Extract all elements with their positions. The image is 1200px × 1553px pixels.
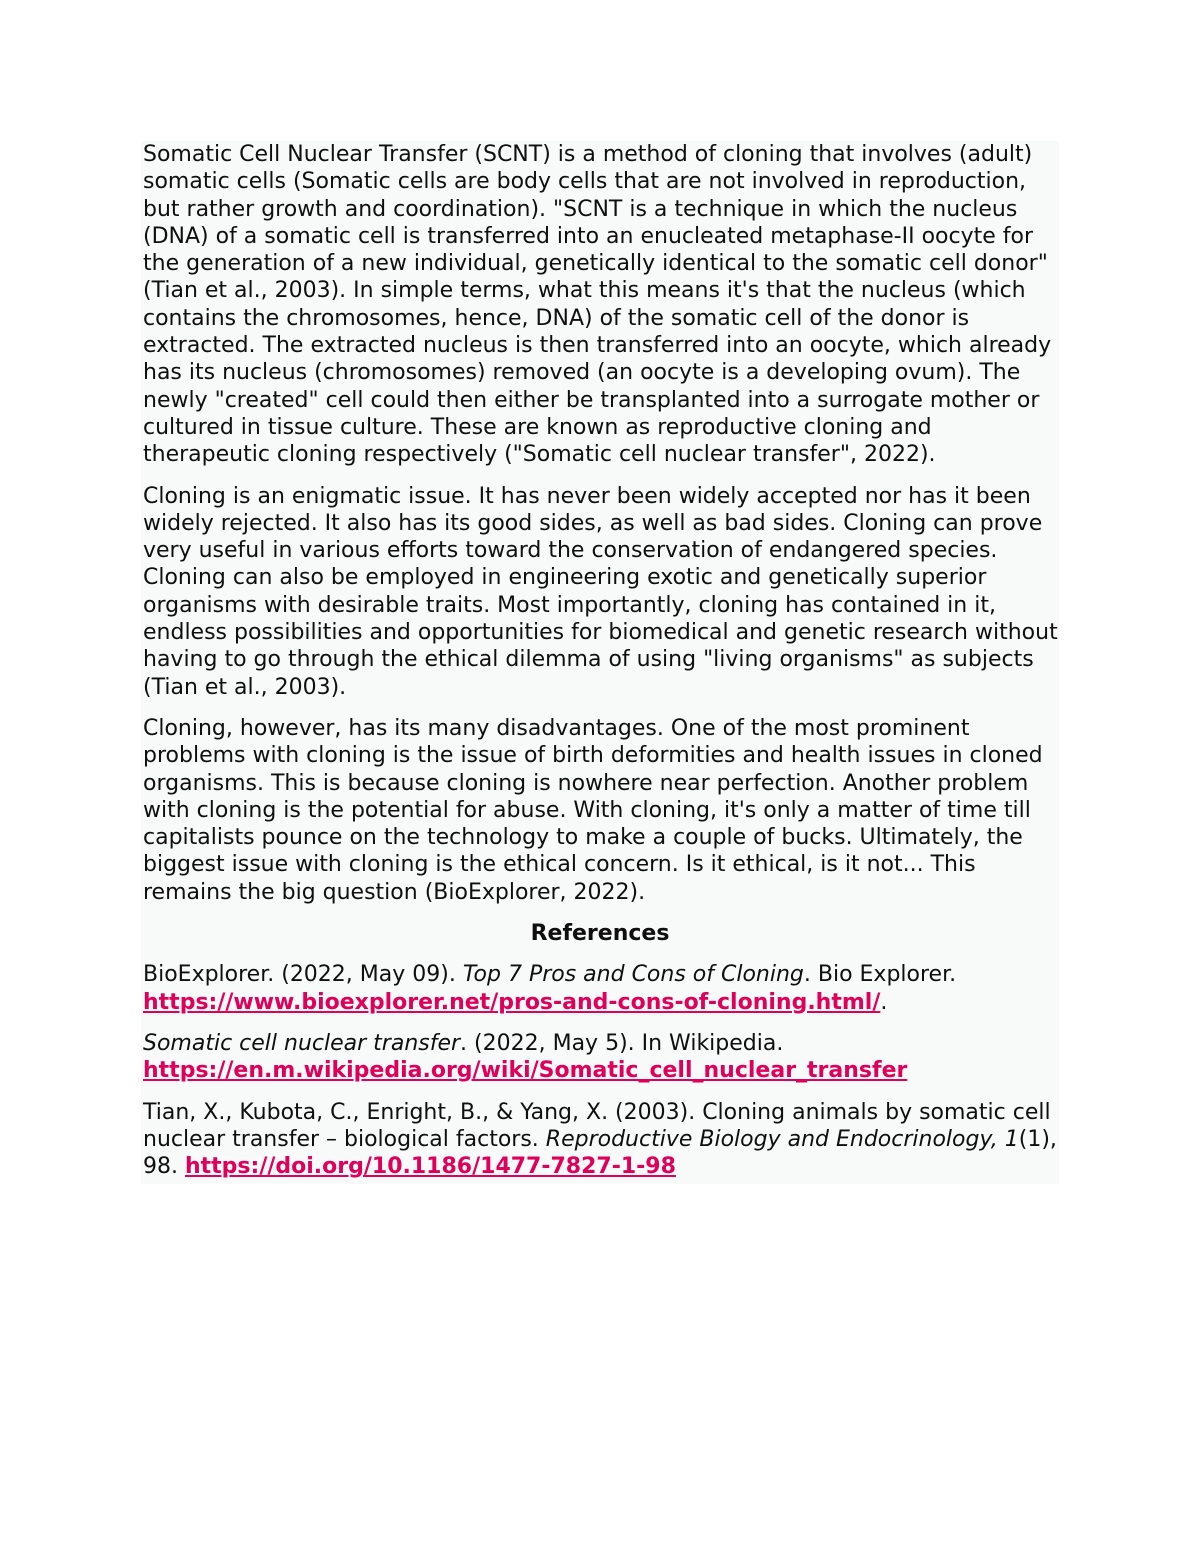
reference-source: . (2022, May 5). In Wikipedia.	[460, 1030, 784, 1056]
reference-title: Somatic cell nuclear transfer	[143, 1030, 461, 1056]
reference-title: Top 7 Pros and Cons of Cloning	[462, 962, 804, 988]
reference-journal: Reproductive Biology and Endocrinology, 1	[545, 1126, 1019, 1152]
paragraph-cloning-disadvantages: Cloning, however, has its many disadvantages. One of the most prominent problems with cloning is the issue of birth deformities and health issues in cloned organisms. This is because cloning is nowhere near perfection. Another problem with cloning is the potential for abuse. With cloning, it's only a matter of time till capitalists pounce on the technology to make a couple of bucks. Ultimately, the biggest issue with cloning is the ethical concern. Is it ethical, is it not... This remains the big question (BioExplorer, 2022).	[143, 715, 1043, 905]
reference-issue: (1), 98.	[143, 1126, 1057, 1180]
reference-item-tian	[141, 1099, 1059, 1181]
paragraph-scnt-definition: Somatic Cell Nuclear Transfer (SCNT) is a method of cloning that involves (adult) somatic cells (Somatic cells are body cells that are not involved in reproduction, but rather growth and coordination). "SCNT is a technique in which the nucleus (DNA) of a somatic cell is transferred into an enucleated metaphase-II oocyte for the generation of a new individual, genetically identical to the somatic cell donor" (Tian et al., 2003). In simple terms, what this means it's that the nucleus (which contains the chromosomes, hence, DNA) of the somatic cell of the donor is extracted. The extracted nucleus is then transferred into an oocyte, which already has its nucleus (chromosomes) removed (an oocyte is a developing ovum). The newly "created" cell could then either be transplanted into a surrogate mother or cultured in tissue culture. These are known as reproductive cloning and therapeutic cloning respectively ("Somatic cell nuclear transfer", 2022).	[143, 142, 1052, 468]
reference-link[interactable]: https://en.m.wikipedia.org/wiki/Somatic_cell_nuclear_transfer	[143, 1058, 908, 1084]
reference-item-bioexplorer	[141, 961, 1059, 1016]
reference-authors: Tian, X., Kubota, C., Enright, B., & Yang, X. (2003). Cloning animals by somatic cell nuclear transfer – biological factors.	[143, 1099, 1051, 1152]
reference-tail: .	[880, 989, 888, 1015]
reference-link[interactable]: https://www.bioexplorer.net/pros-and-cons-of-cloning.html/	[143, 989, 881, 1015]
document-body	[141, 141, 1059, 1184]
reference-source: . Bio Explorer.	[803, 962, 957, 988]
paragraph-cloning-benefits: Cloning is an enigmatic issue. It has never been widely accepted nor has it been widely rejected. It also has its good sides, as well as bad sides. Cloning can prove very useful in various efforts toward the conservation of endangered species. Cloning can also be employed in engineering exotic and genetically superior organisms with desirable traits. Most importantly, cloning has contained in it, endless possibilities and opportunities for biomedical and genetic research without having to go through the ethical dilemma of using "living organisms" as subjects (Tian et al., 2003).	[143, 483, 1058, 700]
reference-item-wikipedia	[141, 1030, 1059, 1085]
reference-link[interactable]: https://doi.org/10.1186/1477-7827-1-98	[184, 1154, 676, 1180]
reference-authors: BioExplorer. (2022, May 09).	[143, 962, 463, 988]
references-heading: References	[530, 921, 670, 947]
